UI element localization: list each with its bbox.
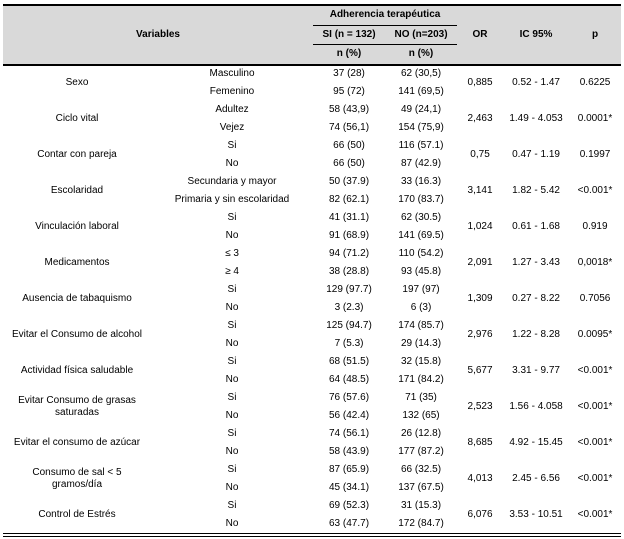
p-value: 0,0018* bbox=[569, 245, 621, 281]
si-value: 74 (56,1) bbox=[313, 119, 385, 137]
si-value: 125 (94.7) bbox=[313, 317, 385, 335]
category-cell: ≤ 3 bbox=[151, 245, 313, 263]
no-value: 141 (69,5) bbox=[385, 83, 457, 101]
category-cell: Si bbox=[151, 461, 313, 479]
no-npct-header: n (%) bbox=[385, 45, 457, 65]
or-value: 2,091 bbox=[457, 245, 503, 281]
no-value: 31 (15.3) bbox=[385, 497, 457, 515]
no-value: 137 (67.5) bbox=[385, 479, 457, 497]
table-row bbox=[3, 281, 621, 299]
category-cell: Vejez bbox=[151, 119, 313, 137]
si-value: 45 (34.1) bbox=[313, 479, 385, 497]
no-value: 171 (84.2) bbox=[385, 371, 457, 389]
variable-name: Escolaridad bbox=[3, 173, 151, 209]
table-row bbox=[3, 173, 621, 191]
ic-value: 1.82 - 5.42 bbox=[503, 173, 569, 209]
ic-value: 1.49 - 4.053 bbox=[503, 101, 569, 137]
category-cell: No bbox=[151, 299, 313, 317]
ic-value: 3.53 - 10.51 bbox=[503, 497, 569, 533]
si-value: 64 (48.5) bbox=[313, 371, 385, 389]
variable-name: Evitar el Consumo de alcohol bbox=[3, 317, 151, 353]
category-cell: No bbox=[151, 335, 313, 353]
si-value: 94 (71.2) bbox=[313, 245, 385, 263]
si-value: 95 (72) bbox=[313, 83, 385, 101]
si-value: 38 (28.8) bbox=[313, 263, 385, 281]
p-value: <0.001* bbox=[569, 389, 621, 425]
no-value: 62 (30,5) bbox=[385, 65, 457, 83]
ic-value: 3.31 - 9.77 bbox=[503, 353, 569, 389]
or-value: 2,463 bbox=[457, 101, 503, 137]
category-cell: No bbox=[151, 155, 313, 173]
p-value: <0.001* bbox=[569, 353, 621, 389]
variable-name: Control de Estrés bbox=[3, 497, 151, 533]
category-cell: No bbox=[151, 407, 313, 425]
category-cell: Femenino bbox=[151, 83, 313, 101]
si-value: 76 (57.6) bbox=[313, 389, 385, 407]
no-value: 6 (3) bbox=[385, 299, 457, 317]
p-value: 0.7056 bbox=[569, 281, 621, 317]
si-value: 82 (62.1) bbox=[313, 191, 385, 209]
ic-header: IC 95% bbox=[503, 6, 569, 65]
si-value: 66 (50) bbox=[313, 155, 385, 173]
statistics-table-container bbox=[3, 4, 621, 537]
or-value: 6,076 bbox=[457, 497, 503, 533]
p-value: <0.001* bbox=[569, 461, 621, 497]
or-value: 5,677 bbox=[457, 353, 503, 389]
no-value: 141 (69.5) bbox=[385, 227, 457, 245]
ic-value: 0.52 - 1.47 bbox=[503, 65, 569, 101]
si-value: 68 (51.5) bbox=[313, 353, 385, 371]
p-value: <0.001* bbox=[569, 497, 621, 533]
table-body bbox=[3, 65, 621, 533]
category-cell: No bbox=[151, 443, 313, 461]
si-value: 3 (2.3) bbox=[313, 299, 385, 317]
si-value: 129 (97.7) bbox=[313, 281, 385, 299]
table-row bbox=[3, 497, 621, 515]
variable-name: Sexo bbox=[3, 65, 151, 101]
si-value: 66 (50) bbox=[313, 137, 385, 155]
variable-name: Consumo de sal < 5 gramos/día bbox=[3, 461, 151, 497]
or-value: 2,523 bbox=[457, 389, 503, 425]
no-column-header: NO (n=203) bbox=[385, 25, 457, 45]
variable-name: Actividad física saludable bbox=[3, 353, 151, 389]
si-value: 69 (52.3) bbox=[313, 497, 385, 515]
or-value: 8,685 bbox=[457, 425, 503, 461]
si-npct-header: n (%) bbox=[313, 45, 385, 65]
variables-header: Variables bbox=[3, 6, 313, 65]
p-value: 0.0001* bbox=[569, 101, 621, 137]
p-value: 0.0095* bbox=[569, 317, 621, 353]
category-cell: Secundaria y mayor bbox=[151, 173, 313, 191]
category-cell: No bbox=[151, 371, 313, 389]
si-value: 74 (56.1) bbox=[313, 425, 385, 443]
variable-name: Ciclo vital bbox=[3, 101, 151, 137]
no-value: 49 (24,1) bbox=[385, 101, 457, 119]
table-header bbox=[3, 6, 621, 65]
no-value: 154 (75,9) bbox=[385, 119, 457, 137]
variable-name: Evitar el consumo de azúcar bbox=[3, 425, 151, 461]
or-value: 0,885 bbox=[457, 65, 503, 101]
table-row bbox=[3, 425, 621, 443]
si-value: 63 (47.7) bbox=[313, 515, 385, 533]
or-value: 2,976 bbox=[457, 317, 503, 353]
ic-value: 4.92 - 15.45 bbox=[503, 425, 569, 461]
no-value: 177 (87.2) bbox=[385, 443, 457, 461]
category-cell: Primaria y sin escolaridad bbox=[151, 191, 313, 209]
category-cell: Si bbox=[151, 389, 313, 407]
table-row bbox=[3, 65, 621, 83]
no-value: 116 (57.1) bbox=[385, 137, 457, 155]
table-row bbox=[3, 209, 621, 227]
category-cell: Si bbox=[151, 209, 313, 227]
si-value: 56 (42.4) bbox=[313, 407, 385, 425]
ic-value: 0.27 - 8.22 bbox=[503, 281, 569, 317]
variable-name: Vinculación laboral bbox=[3, 209, 151, 245]
ic-value: 0.61 - 1.68 bbox=[503, 209, 569, 245]
table-row bbox=[3, 317, 621, 335]
variable-name: Ausencia de tabaquismo bbox=[3, 281, 151, 317]
no-value: 66 (32.5) bbox=[385, 461, 457, 479]
or-value: 1,309 bbox=[457, 281, 503, 317]
p-value: 0.919 bbox=[569, 209, 621, 245]
category-cell: ≥ 4 bbox=[151, 263, 313, 281]
or-value: 4,013 bbox=[457, 461, 503, 497]
ic-value: 2.45 - 6.56 bbox=[503, 461, 569, 497]
category-cell: Si bbox=[151, 137, 313, 155]
no-value: 174 (85.7) bbox=[385, 317, 457, 335]
category-cell: Si bbox=[151, 497, 313, 515]
si-column-header: SI (n = 132) bbox=[313, 25, 385, 45]
category-cell: No bbox=[151, 515, 313, 533]
p-value: <0.001* bbox=[569, 173, 621, 209]
si-value: 58 (43.9) bbox=[313, 443, 385, 461]
no-value: 197 (97) bbox=[385, 281, 457, 299]
table-row bbox=[3, 389, 621, 407]
no-value: 87 (42.9) bbox=[385, 155, 457, 173]
ic-value: 0.47 - 1.19 bbox=[503, 137, 569, 173]
no-value: 71 (35) bbox=[385, 389, 457, 407]
si-value: 91 (68.9) bbox=[313, 227, 385, 245]
category-cell: Masculino bbox=[151, 65, 313, 83]
table-row bbox=[3, 245, 621, 263]
variable-name: Evitar Consumo de grasas saturadas bbox=[3, 389, 151, 425]
group-header: Adherencia terapéutica bbox=[313, 6, 457, 25]
adherence-table bbox=[3, 6, 621, 533]
no-value: 172 (84.7) bbox=[385, 515, 457, 533]
table-row bbox=[3, 101, 621, 119]
variable-name: Contar con pareja bbox=[3, 137, 151, 173]
no-value: 132 (65) bbox=[385, 407, 457, 425]
no-value: 32 (15.8) bbox=[385, 353, 457, 371]
no-value: 170 (83.7) bbox=[385, 191, 457, 209]
no-value: 33 (16.3) bbox=[385, 173, 457, 191]
ic-value: 1.56 - 4.058 bbox=[503, 389, 569, 425]
si-value: 7 (5.3) bbox=[313, 335, 385, 353]
or-header: OR bbox=[457, 6, 503, 65]
table-row bbox=[3, 137, 621, 155]
category-cell: Si bbox=[151, 317, 313, 335]
table-row bbox=[3, 353, 621, 371]
no-value: 62 (30.5) bbox=[385, 209, 457, 227]
table-row bbox=[3, 461, 621, 479]
or-value: 0,75 bbox=[457, 137, 503, 173]
category-cell: Adultez bbox=[151, 101, 313, 119]
si-value: 50 (37.9) bbox=[313, 173, 385, 191]
no-value: 110 (54.2) bbox=[385, 245, 457, 263]
variable-name: Medicamentos bbox=[3, 245, 151, 281]
no-value: 29 (14.3) bbox=[385, 335, 457, 353]
si-value: 37 (28) bbox=[313, 65, 385, 83]
category-cell: No bbox=[151, 227, 313, 245]
ic-value: 1.22 - 8.28 bbox=[503, 317, 569, 353]
p-value: 0.1997 bbox=[569, 137, 621, 173]
or-value: 1,024 bbox=[457, 209, 503, 245]
category-cell: Si bbox=[151, 425, 313, 443]
p-header: p bbox=[569, 6, 621, 65]
category-cell: Si bbox=[151, 281, 313, 299]
p-value: <0.001* bbox=[569, 425, 621, 461]
ic-value: 1.27 - 3.43 bbox=[503, 245, 569, 281]
p-value: 0.6225 bbox=[569, 65, 621, 101]
category-cell: No bbox=[151, 479, 313, 497]
no-value: 26 (12.8) bbox=[385, 425, 457, 443]
si-value: 87 (65.9) bbox=[313, 461, 385, 479]
si-value: 58 (43,9) bbox=[313, 101, 385, 119]
no-value: 93 (45.8) bbox=[385, 263, 457, 281]
category-cell: Si bbox=[151, 353, 313, 371]
or-value: 3,141 bbox=[457, 173, 503, 209]
si-value: 41 (31.1) bbox=[313, 209, 385, 227]
